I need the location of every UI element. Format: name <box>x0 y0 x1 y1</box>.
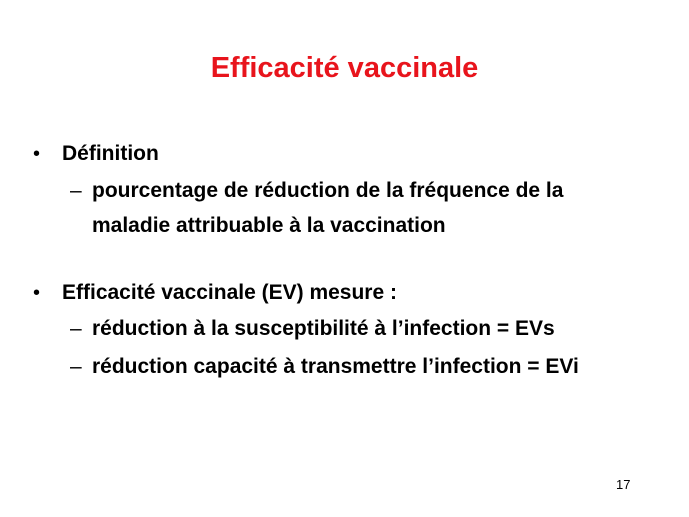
slide-title: Efficacité vaccinale <box>210 52 479 84</box>
dash-marker: – <box>70 317 82 340</box>
sub-item-evi: réduction capacité à transmettre l’infection = EVi <box>92 355 579 378</box>
bullet-ev-mesure: Efficacité vaccinale (EV) mesure : <box>62 281 397 304</box>
sub-item-evs: réduction à la susceptibilité à l’infection = EVs <box>92 317 555 340</box>
dash-marker: – <box>70 179 82 202</box>
sub-item-line-1: pourcentage de réduction de la fréquence de la <box>92 179 564 202</box>
bullet-marker: • <box>33 143 41 165</box>
sub-item-line-2: maladie attribuable à la vaccination <box>92 214 446 237</box>
bullet-definition: Définition <box>62 142 159 165</box>
page-number: 17 <box>616 477 631 492</box>
dash-marker: – <box>70 355 82 378</box>
bullet-marker: • <box>33 282 41 304</box>
